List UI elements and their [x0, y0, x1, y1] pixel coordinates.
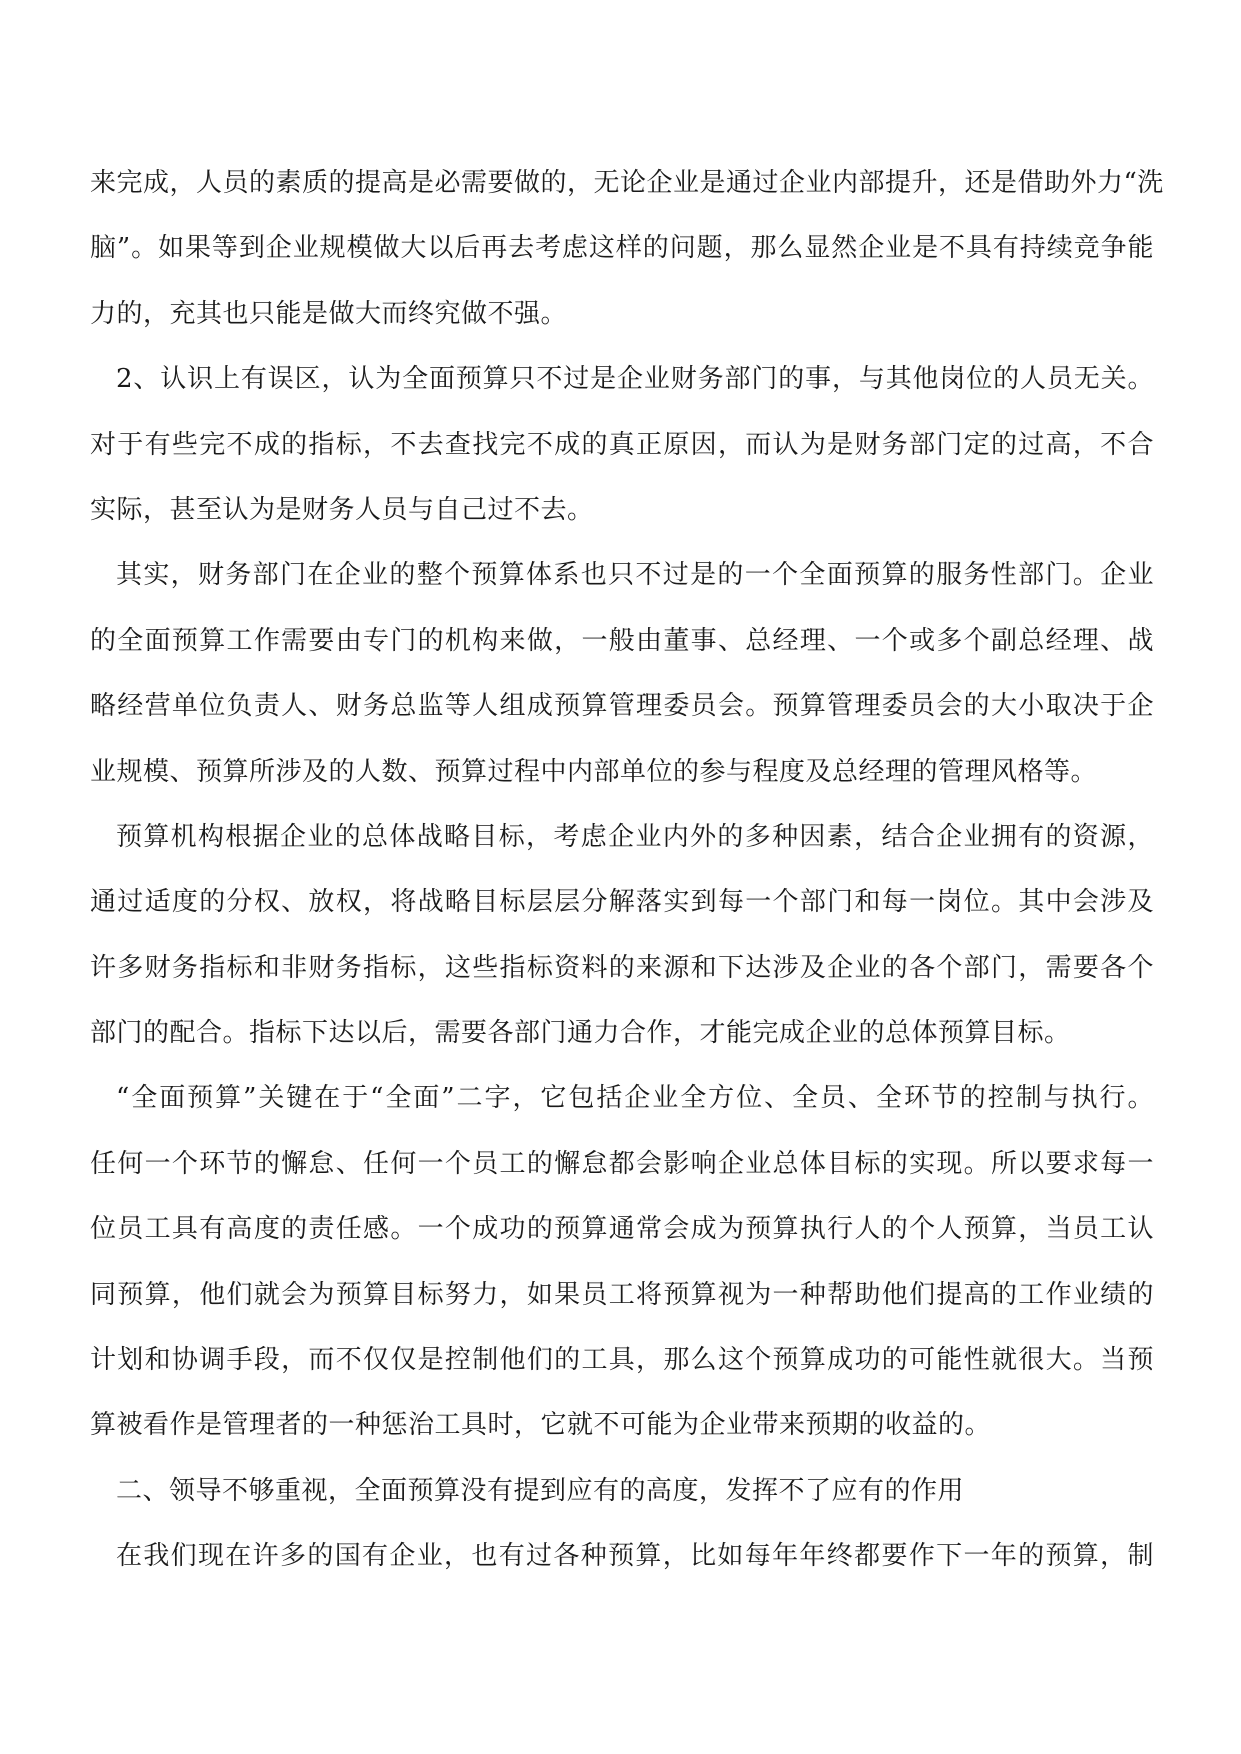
paragraph: [90, 1078, 1154, 1470]
text-line: 计划和协调手段，而不仅仅是控制他们的工具，那么这个预算成功的可能性就很大。当预: [90, 1345, 1154, 1376]
text-line: 二、领导不够重视，全面预算没有提到应有的高度，发挥不了应有的作用: [116, 1475, 965, 1506]
text-line: 通过适度的分权、放权，将战略目标层层分解落实到每一个部门和每一岗位。其中会涉及: [90, 887, 1154, 918]
paragraph: [90, 817, 1154, 1079]
text-line: 在我们现在许多的国有企业，也有过各种预算，比如每年年终都要作下一年的预算，制: [116, 1541, 1154, 1572]
text-line: 算被看作是管理者的一种惩治工具时，它就不可能为企业带来预期的收益的。: [90, 1410, 992, 1441]
paragraph: [90, 359, 1154, 555]
paragraph: [90, 555, 1154, 817]
section-heading: [90, 1471, 1154, 1536]
text-line: 的全面预算工作需要由专门的机构来做，一般由董事、总经理、一个或多个副总经理、战: [90, 625, 1154, 656]
paragraph: [90, 163, 1164, 359]
text-line: 2、认识上有误区，认为全面预算只不过是企业财务部门的事，与其他岗位的人员无关。: [116, 364, 1154, 395]
document-body: [90, 163, 1164, 1602]
text-line: 部门的配合。指标下达以后，需要各部门通力合作，才能完成企业的总体预算目标。: [90, 1018, 1071, 1049]
text-line: 实际，甚至认为是财务人员与自己过不去。: [90, 494, 594, 525]
text-line: 其实，财务部门在企业的整个预算体系也只不过是的一个全面预算的服务性部门。企业: [116, 560, 1154, 591]
text-line: 对于有些完不成的指标，不去查找完不成的真正原因，而认为是财务部门定的过高，不合: [90, 429, 1154, 460]
text-line: “全面预算”关键在于“全面”二字，它包括企业全方位、全员、全环节的控制与执行。: [116, 1083, 1154, 1114]
text-line: 略经营单位负责人、财务总监等人组成预算管理委员会。预算管理委员会的大小取决于企: [90, 691, 1154, 722]
text-line: 来完成，人员的素质的提高是必需要做的，无论企业是通过企业内部提升，还是借助外力“洗: [90, 168, 1164, 198]
text-line: 预算机构根据企业的总体战略目标，考虑企业内外的多种因素，结合企业拥有的资源，: [116, 821, 1154, 852]
text-line: 业规模、预算所涉及的人数、预算过程中内部单位的参与程度及总经理的管理风格等。: [90, 756, 1098, 787]
text-line: 力的，充其也只能是做大而终究做不强。: [90, 298, 568, 329]
text-line: 脑”。如果等到企业规模做大以后再去考虑这样的问题，那么显然企业是不具有持续竞争能: [90, 233, 1154, 264]
text-line: 许多财务指标和非财务指标，这些指标资料的来源和下达涉及企业的各个部门，需要各个: [90, 952, 1154, 983]
text-line: 位员工具有高度的责任感。一个成功的预算通常会成为预算执行人的个人预算，当员工认: [90, 1214, 1154, 1245]
text-line: 同预算，他们就会为预算目标努力，如果员工将预算视为一种帮助他们提高的工作业绩的: [90, 1279, 1154, 1310]
paragraph: [90, 1536, 1154, 1601]
text-line: 任何一个环节的懈怠、任何一个员工的懈怠都会影响企业总体目标的实现。所以要求每一: [90, 1148, 1154, 1179]
